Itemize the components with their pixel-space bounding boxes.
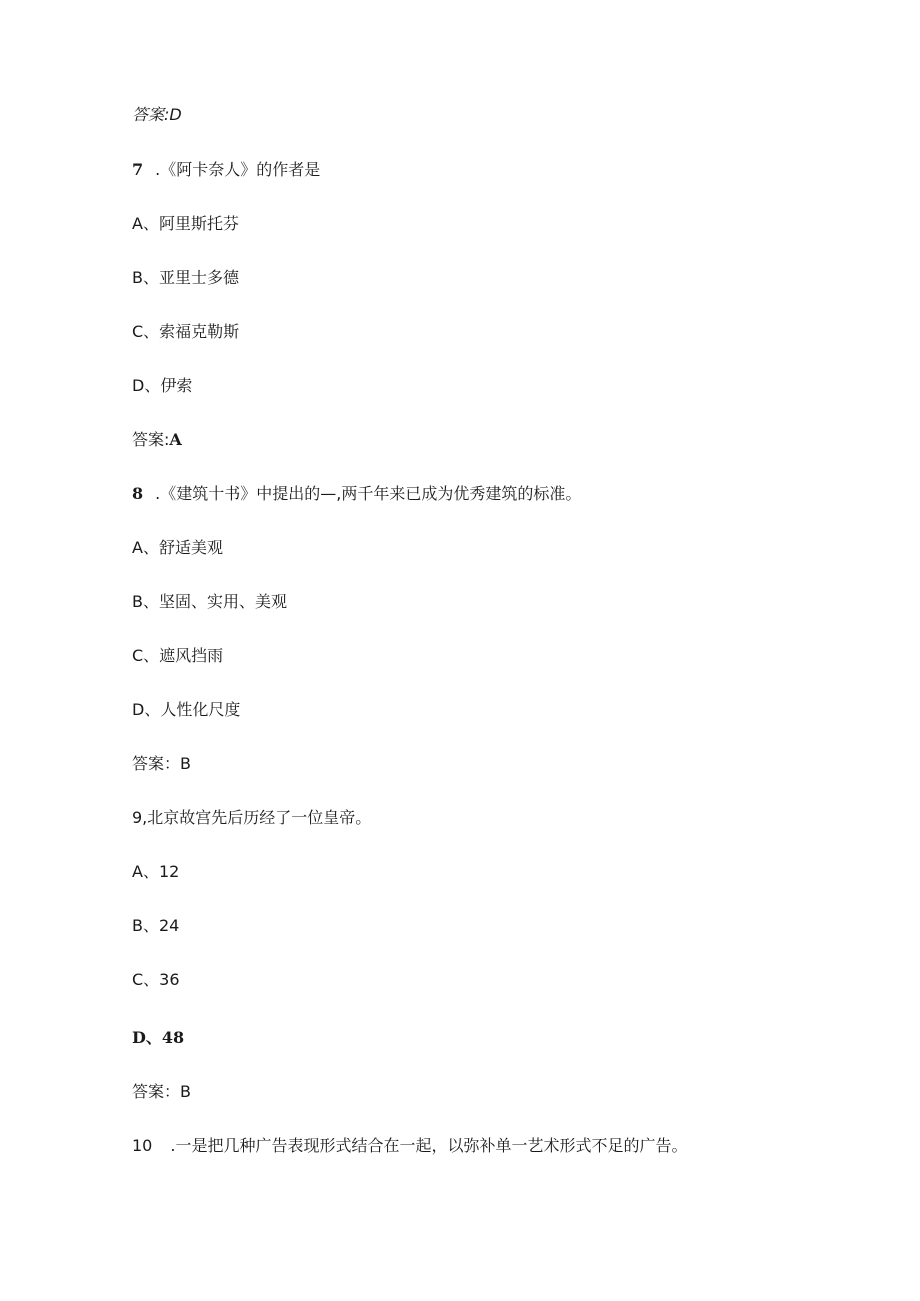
question-10 [132,1136,687,1156]
option-c: C、索福克勒斯 [132,322,240,341]
question-7 [132,160,320,180]
option-d: D、人性化尺度 [132,700,241,719]
answer-line: 答案:D [132,105,182,124]
option-d: D、伊索 [132,376,193,395]
option-a: A、12 [132,862,180,881]
option-a: A、舒适美观 [132,538,223,557]
question-text: .《阿卡奈人》的作者是 [155,160,321,179]
answer-label: 答案: [132,430,170,449]
answer-line: 答案：B [132,1082,191,1101]
question-9: 9,北京故宫先后历经了一位皇帝。 [132,808,372,827]
question-number: 8 [132,484,144,503]
option-b: B、24 [132,916,180,935]
question-number: 10 [132,1136,153,1155]
option-d: D、48 [132,1028,185,1047]
option-a: A、阿里斯托芬 [132,214,239,233]
answer-line: 答案：B [132,754,191,773]
option-c: C、遮风挡雨 [132,646,224,665]
question-text: .一是把几种广告表现形式结合在一起，以弥补单一艺术形式不足的广告。 [170,1136,688,1155]
question-8 [132,484,581,504]
option-b: B、亚里士多德 [132,268,239,287]
answer-line [132,430,182,450]
question-text: .《建筑十书》中提出的—,两千年来已成为优秀建筑的标准。 [155,484,582,503]
option-b: B、坚固、实用、美观 [132,592,287,611]
question-number: 7 [132,160,144,179]
answer-value: A [169,430,182,449]
option-c: C、36 [132,970,180,989]
